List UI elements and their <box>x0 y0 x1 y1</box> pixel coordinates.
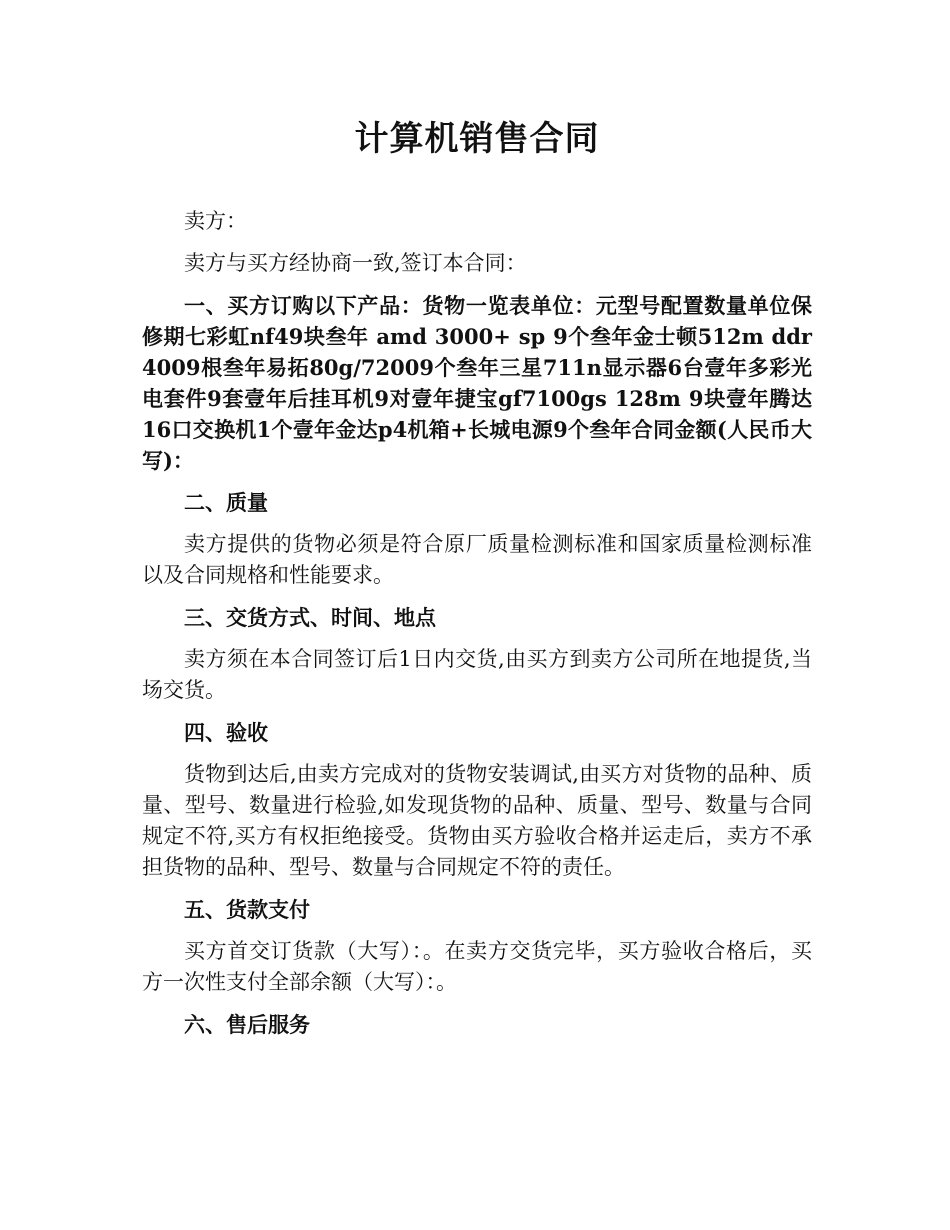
document-title: 计算机销售合同 <box>354 119 600 159</box>
section-3-body: 卖方须在本合同签订后1日内交货,由买方到卖方公司所在地提货,当场交货。 <box>142 647 812 702</box>
section-1-product-list: 一、买方订购以下产品：货物一览表单位：元型号配置数量单位保修期七彩虹nf49块叁年 amd 3000+ sp 9个叁年金士顿512m ddr 4009根叁年易拓80g/72009个叁年三星711n显示器6台壹年多彩光电套件9套壹年后挂耳机9对壹年捷宝gf7100gs 128m 9块壹年腾达16口交换机1个壹年金达p4机箱+长城电源9个叁年合同金额(人民币大写)： <box>142 293 812 473</box>
section-6-heading: 六、售后服务 <box>184 1012 310 1037</box>
contract-page <box>142 108 812 1051</box>
section-5-body: 买方首交订货款（大写）：。在卖方交货完毕，买方验收合格后，买方一次性支付全部余额（大写）：。 <box>142 939 812 994</box>
section-5-heading: 五、货款支付 <box>184 897 310 922</box>
section-4-body: 货物到达后,由卖方完成对的货物安装调试,由买方对货物的品种、质量、型号、数量进行检验,如发现货物的品种、质量、型号、数量与合同规定不符,买方有权拒绝接受。货物由买方验收合格并运走后，卖方不承担货物的品种、型号、数量与合同规定不符的责任。 <box>142 762 812 879</box>
section-3-heading: 三、交货方式、时间、地点 <box>184 605 436 630</box>
section-2-body: 卖方提供的货物必须是符合原厂质量检测标准和国家质量检测标准以及合同规格和性能要求。 <box>142 532 812 587</box>
section-4-heading: 四、验收 <box>184 720 268 745</box>
section-2-heading: 二、质量 <box>184 490 268 515</box>
seller-line: 卖方： <box>184 209 247 233</box>
intro-paragraph: 卖方与买方经协商一致,签订本合同： <box>184 251 527 275</box>
